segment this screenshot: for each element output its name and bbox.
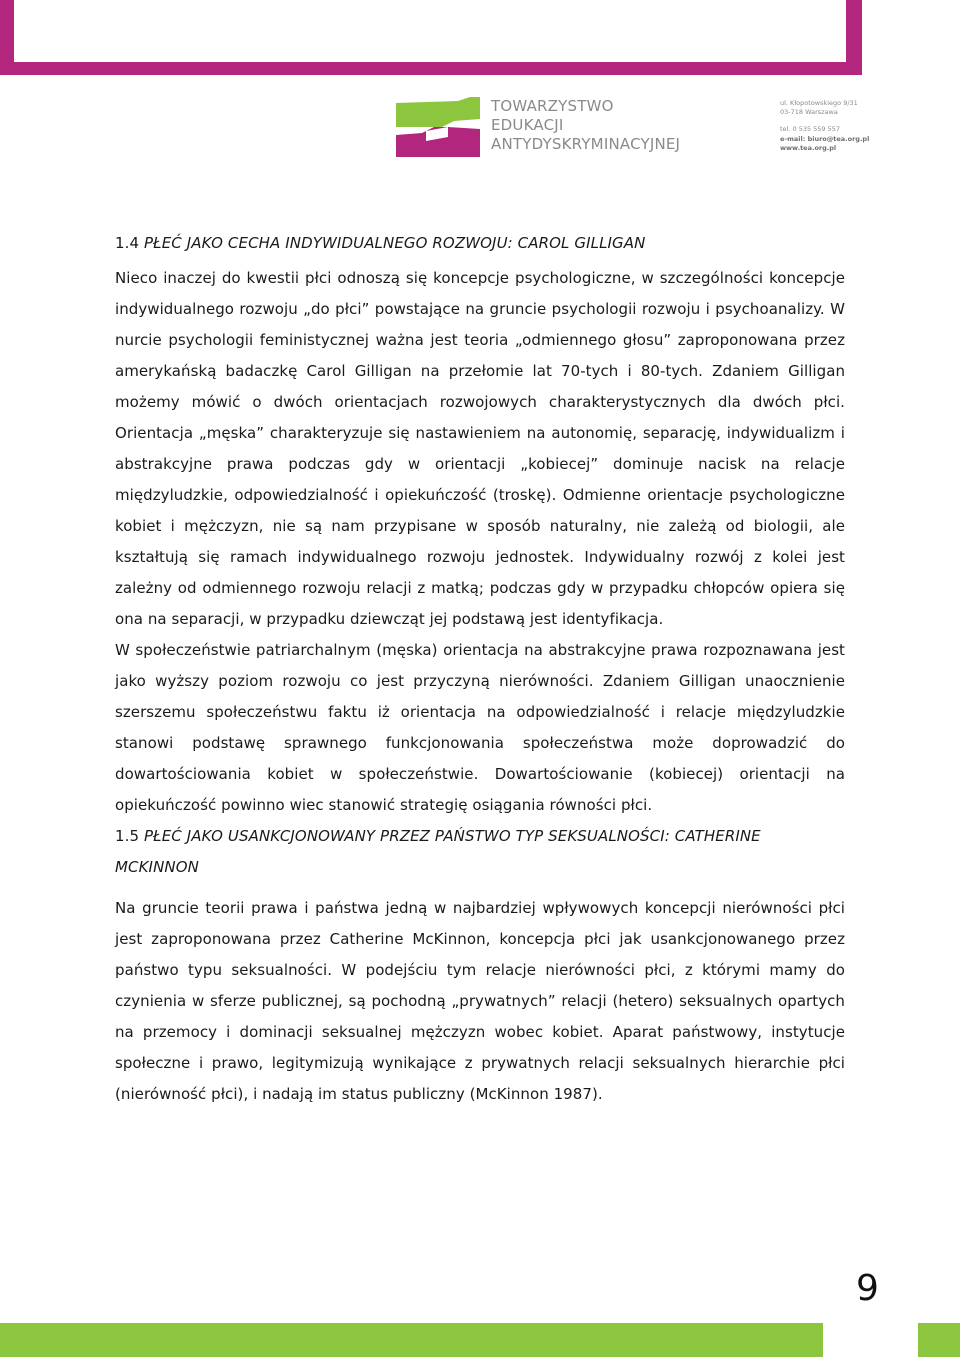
paragraph: Na gruncie teorii prawa i państwa jedną w najbardziej wpływowych koncepcji nierówności płci jest zaproponowana przez Catherine McKinnon, koncepcja płci jak usankcjonowanego przez państwo typu seksualności. W podejściu tym relacje nierówności płci, z którymi mamy do czynienia w sferze publicznej, są pochodną „prywatnych” relacji (hetero) seksualnych opartych na przemocy i dominacji seksualnej mężczyzn wobec kobiet. Aparat państwowy, instytucje społeczne i prawo, legitymizują wynikające z prywatnych relacji seksualnych hierarchie płci (nierówność płci), i nadają im status publiczny (McKinnon 1987). <box>115 899 845 1103</box>
header-frame <box>0 0 862 75</box>
phone: tel. 0 535 559 557 <box>780 125 841 134</box>
logo-line-1: TOWARZYSTWO <box>491 97 614 115</box>
email[interactable]: e-mail: biuro@tea.org.pl <box>780 134 870 143</box>
section-title: PŁEĆ JAKO CECHA INDYWIDUALNEGO ROZWOJU: CAROL GILLIGAN <box>139 234 646 252</box>
footer-bar <box>0 1323 823 1357</box>
section-heading-1-4 <box>115 228 845 259</box>
section-number: 1.5 <box>115 827 140 845</box>
logo-wordmark <box>491 97 691 154</box>
address-line-1: ul. Kłopotowskiego 9/31 <box>780 99 858 107</box>
page-content <box>115 228 845 1110</box>
section-title: PŁEĆ JAKO USANKCJONOWANY PRZEZ PAŃSTWO TYP SEKSUALNOŚCI: CATHERINE MCKINNON <box>115 827 761 876</box>
footer-bar-accent <box>918 1323 960 1357</box>
address-line-2: 03-718 Warszawa <box>780 108 838 117</box>
page-number: 9 <box>856 1268 879 1309</box>
paragraph: Nieco inaczej do kwestii płci odnoszą się koncepcje psychologiczne, w szczególności koncepcje indywidualnego rozwoju „do płci” powstające na gruncie psychologii rozwoju i psychoanalizy. W nurcie psychologii feministycznej ważna jest teoria „odmiennego głosu” zaproponowana przez amerykańską badaczkę Carol Gilligan na przełomie lat 70-tych i 80-tych. Zdaniem Gilligan możemy mówić o dwóch orientacjach rozwojowych charakterystycznych dla dwóch płci. Orientacja „męska” charakteryzuje się nastawieniem na autonomię, separację, indywidualizm i abstrakcyjne prawa podczas gdy w orientacji „kobiecej” dominuje nacisk na relacje międzyludzkie, odpowiedzialność i opiekuńczość (troskę). Odmienne orientacje psychologiczne kobiet i mężczyzn, nie są nam przypisane w sposób naturalny, nie zależą od biologii, ale kształtują się ramach indywidualnego rozwoju jednostek. Indywidualny rozwój z kolei jest zależny od odmiennego rozwoju relacji z matką; podczas gdy w przypadku chłopców opiera się ona na separacji, w przypadku dziewcząt jej podstawą jest identyfikacja. <box>115 269 845 628</box>
section-number: 1.4 <box>115 234 140 252</box>
section-heading-1-5 <box>115 821 845 883</box>
logo-line-3: ANTYDYSKRYMINACYJNEJ <box>491 135 681 153</box>
website[interactable]: www.tea.org.pl <box>780 143 837 152</box>
logo-line-2: EDUKACJI <box>491 116 564 134</box>
contact-block <box>780 99 870 153</box>
paragraph: W społeczeństwie patriarchalnym (męska) orientacja na abstrakcyjne prawa rozpoznawana jest jako wyższy poziom rozwoju co jest przyczyną nierówności. Zdaniem Gilligan unaocznienie szerszemu społeczeństwu faktu iż orientacja na odpowiedzialność i relacje międzyludzkie stanowi podstawę sprawnego funkcjonowania społeczeństwa może doprowadzić do dowartościowania kobiet w społeczeństwie. Dowartościowanie (kobiecej) orientacji na opiekuńczość powinno wiec stanowić strategię osiągania równości płci. <box>115 641 845 814</box>
